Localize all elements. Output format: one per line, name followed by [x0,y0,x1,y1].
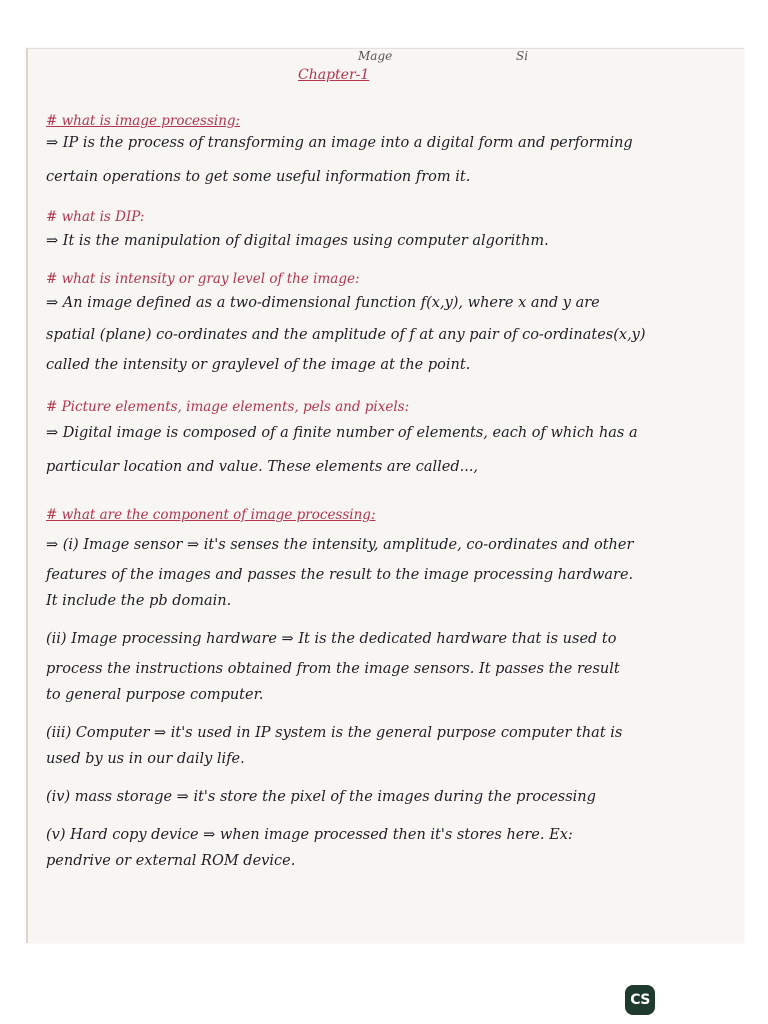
text-line: It include the pb domain. [46,593,232,609]
top-scribble: Mage [358,49,393,63]
text-line: used by us in our daily life. [46,751,245,767]
text-line: ⇒ An image defined as a two-dimensional function f(x,y), where x and y are [46,295,600,311]
section-heading: # what is intensity or gray level of the image: [46,271,360,287]
text-line: features of the images and passes the result to the image processing hardware. [46,567,634,583]
text-line: (v) Hard copy device ⇒ when image processed then it's stores here. Ex: [46,827,573,843]
text-line: to general purpose computer. [46,687,264,703]
text-line: certain operations to get some useful information from it. [46,169,471,185]
text-line: ⇒ (i) Image sensor ⇒ it's senses the intensity, amplitude, co-ordinates and other [46,537,634,553]
section-heading: # what is DIP: [46,209,145,225]
chapter-title: Chapter-1 [298,67,370,83]
text-line: pendrive or external ROM device. [46,853,296,869]
text-line: spatial (plane) co-ordinates and the amplitude of f at any pair of co-ordinates(x,y) [46,327,646,343]
notebook-paper [26,48,744,943]
text-line: process the instructions obtained from the image sensors. It passes the result [46,661,620,677]
text-line: ⇒ Digital image is composed of a finite number of elements, each of which has a [46,425,638,441]
text-line: ⇒ IP is the process of transforming an image into a digital form and performing [46,135,633,151]
text-line: ⇒ It is the manipulation of digital images using computer algorithm. [46,233,549,249]
text-line: particular location and value. These elements are called..., [46,459,479,475]
text-line: called the intensity or graylevel of the image at the point. [46,357,471,373]
top-scribble: Si [516,49,529,63]
section-heading: # Picture elements, image elements, pels and pixels: [46,399,410,415]
section-heading: # what is image processing: [46,113,241,129]
text-line: (iv) mass storage ⇒ it's store the pixel of the images during the processing [46,789,596,805]
section-heading: # what are the component of image processing: [46,507,376,523]
text-line: (ii) Image processing hardware ⇒ It is the dedicated hardware that is used to [46,631,617,647]
text-line: (iii) Computer ⇒ it's used in IP system is the general purpose computer that is [46,725,623,741]
camscanner-logo-icon: CS [625,985,655,1015]
